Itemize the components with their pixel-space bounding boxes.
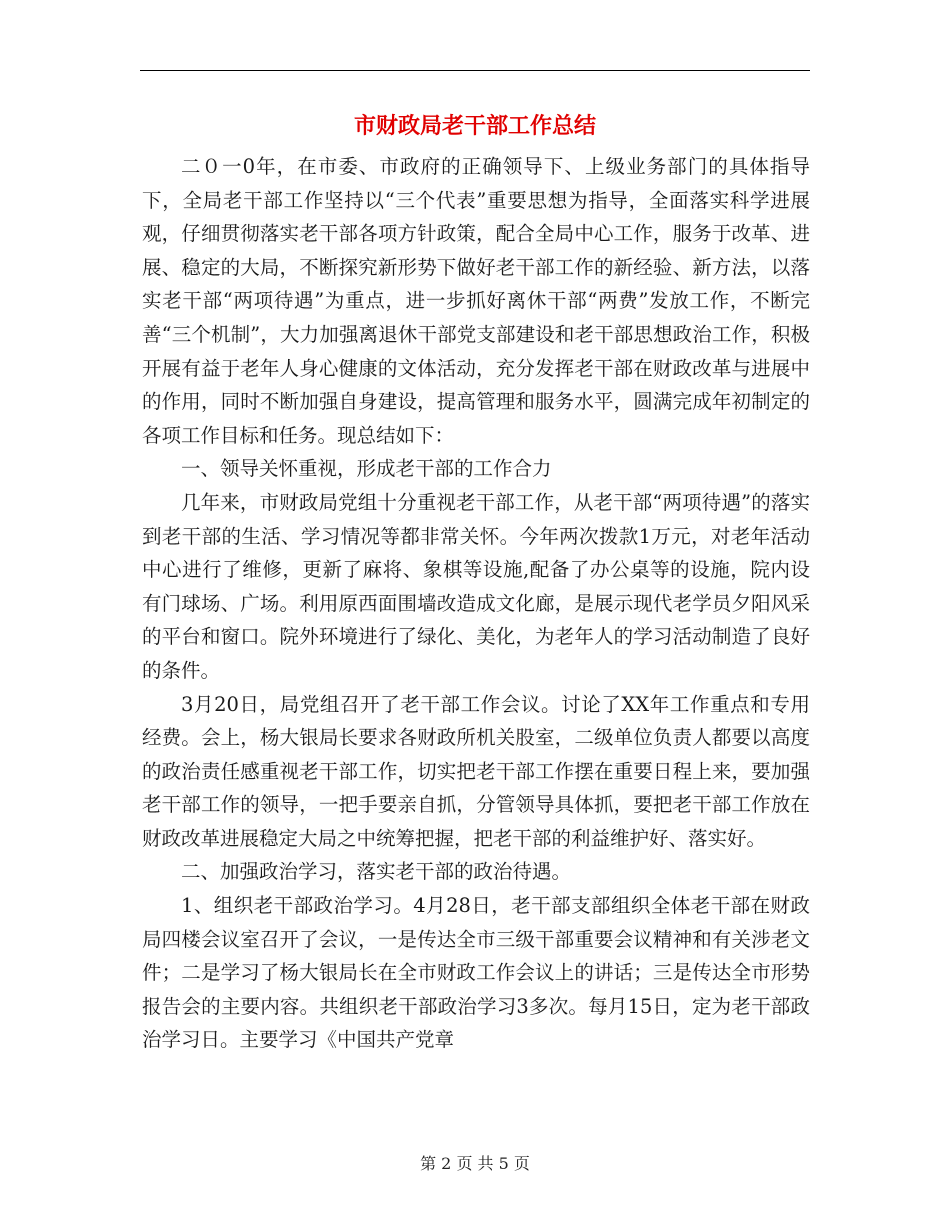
paragraph-leadership: 几年来，市财政局党组十分重视老干部工作，从老干部“两项待遇”的落实到老干部的生活、学习情况等都非常关怀。今年两次拨款1万元，对老年活动中心进行了维修，更新了麻将、象棋等设施,配备了办公桌等的设施，院内设有门球场、广场。利用原西面围墙改造成文化廊，是展示现代老学员夕阳风采的平台和窗口。院外环境进行了绿化、美化，为老年人的学习活动制造了良好的条件。	[142, 490, 810, 682]
paragraph-meeting: 3月20日，局党组召开了老干部工作会议。讨论了XX年工作重点和专用经费。会上，杨大银局长要求各财政所机关股室，二级单位负责人都要以高度的政治责任感重视老干部工作，切实把老干部工作摆在重要日程上来，要加强老干部工作的领导，一把手要亲自抓，分管领导具体抓，要把老干部工作放在财政改革进展稳定大局之中统筹把握，把老干部的利益维护好、落实好。	[142, 692, 810, 850]
section-heading-2: 二、加强政治学习，落实老干部的政治待遇。	[181, 860, 572, 884]
header-rule	[140, 70, 810, 71]
paragraph-intro: 二０一0年，在市委、市政府的正确领导下、上级业务部门的具体指导下，全局老干部工作坚持以“三个代表”重要思想为指导，全面落实科学进展观，仔细贯彻落实老干部各项方针政策，配合全局中心工作，服务于改革、进展、稳定的大局，不断探究新形势下做好老干部工作的新经验、新方法，以落实老干部“两项待遇”为重点，进一步抓好离休干部“两费”发放工作，不断完善“三个机制”，大力加强离退休干部党支部建设和老干部思想政治工作，积极开展有益于老年人身心健康的文体活动，充分发挥老干部在财政改革与进展中的作用，同时不断加强自身建设，提高管理和服务水平，圆满完成年初制定的各项工作目标和任务。现总结如下：	[142, 155, 810, 447]
page-number-footer: 第 2 页 共 5 页	[420, 1154, 530, 1173]
section-heading-1: 一、领导关怀重视，形成老干部的工作合力	[181, 457, 552, 481]
document-body	[142, 150, 810, 1057]
document-title: 市财政局老干部工作总结	[353, 113, 596, 139]
paragraph-study: 1、组织老干部政治学习。4月28日，老干部支部组织全体老干部在财政局四楼会议室召开了会议，一是传达全市三级干部重要会议精神和有关涉老文件；二是学习了杨大银局长在全市财政工作会议上的讲话；三是传达全市形势报告会的主要内容。共组织老干部政治学习3多次。每月15日，定为老干部政治学习日。主要学习《中国共产党章	[142, 894, 810, 1052]
